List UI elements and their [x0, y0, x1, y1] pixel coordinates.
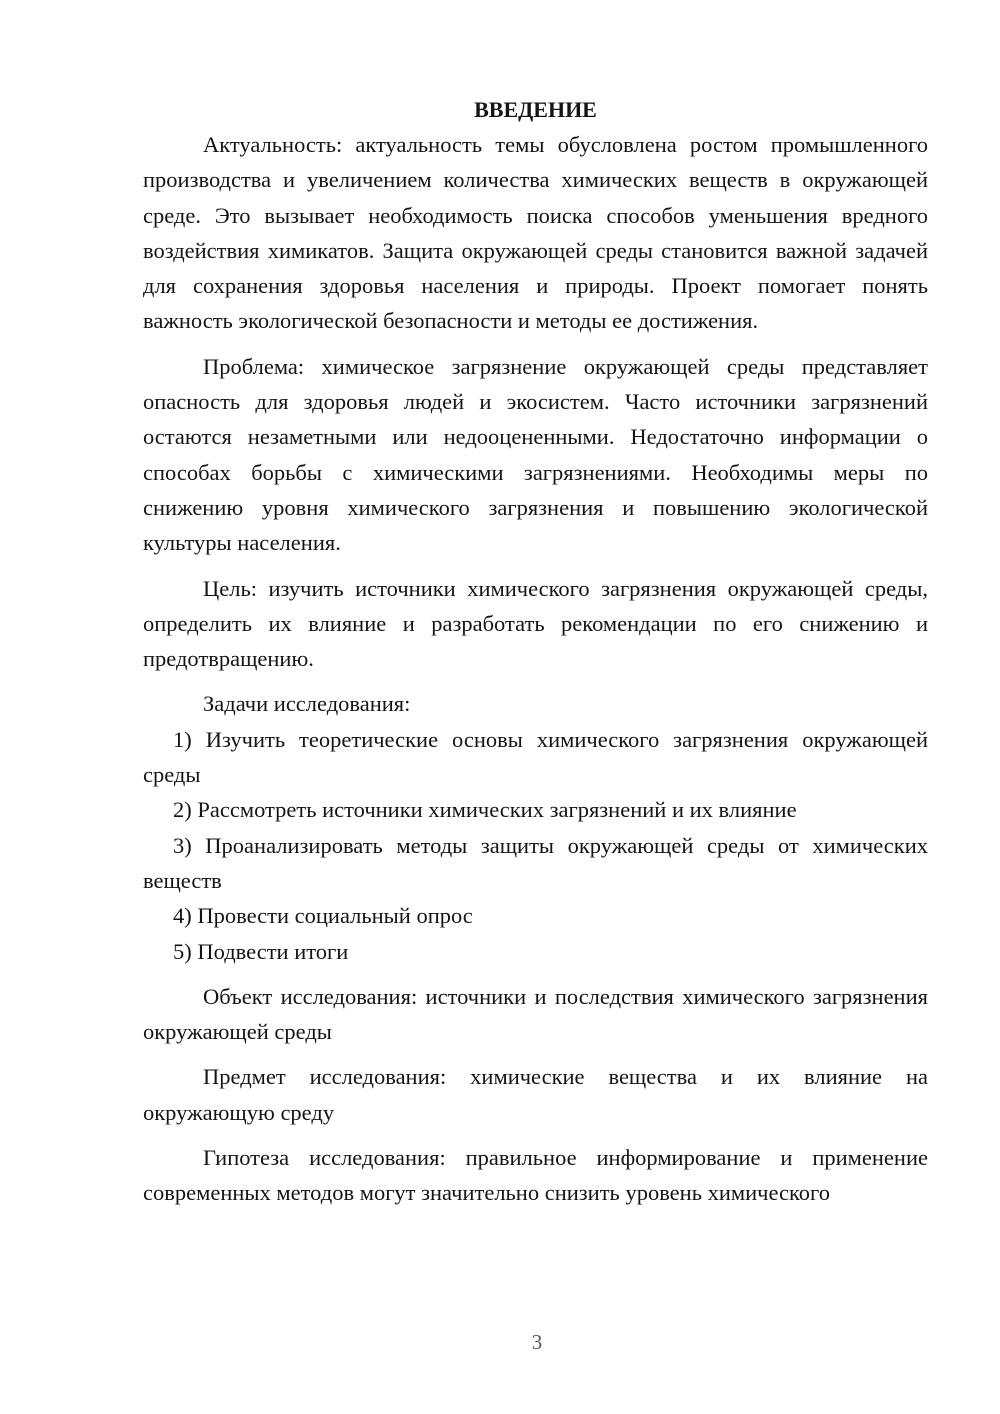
paragraph-relevance: Актуальность: актуальность темы обусловлена ростом промышленного производства и увеличением количества химических веществ в окружающей среде. Это вызывает необходимость поиска способов уменьшения вредного воздействия химикатов. Защита окружающей среды становится важной задачей для сохранения здоровья населения и природы. Проект помогает понять важность экологической безопасности и методы ее достижения.: [143, 132, 928, 334]
page-content: [143, 92, 928, 1211]
task-item-3: 3) Проанализировать методы защиты окружающей среды от химических веществ: [143, 832, 928, 893]
page-number: 3: [531, 1330, 543, 1354]
section-title: ВВЕДЕНИЕ: [474, 97, 597, 122]
task-item-1: 1) Изучить теоретические основы химического загрязнения окружающей среды: [143, 726, 928, 788]
paragraph-object: Объект исследования: источники и последствия химического загрязнения окружающей среды: [143, 983, 928, 1045]
task-item-2: 2) Рассмотреть источники химических загрязнений и их влияние: [173, 797, 797, 823]
task-item-4: 4) Провести социальный опрос: [173, 903, 473, 929]
paragraph-subject: Предмет исследования: химические вещества и их влияние на окружающую среду: [143, 1064, 928, 1125]
paragraph-goal: Цель: изучить источники химического загрязнения окружающей среды, определить их влияние и разработать рекомендации по его снижению и предотвращению.: [143, 575, 928, 672]
paragraph-hypothesis: Гипотеза исследования: правильное информирование и применение современных методов могут значительно снизить уровень химического: [143, 1145, 928, 1206]
task-item-5: 5) Подвести итоги: [173, 938, 349, 964]
paragraph-tasks-heading: Задачи исследования:: [203, 691, 411, 717]
paragraph-problem: Проблема: химическое загрязнение окружающей среды представляет опасность для здоровья людей и экосистем. Часто источники загрязнений остаются незаметными или недооцененными. Недостаточно информации о способах борьбы с химическими загрязнениями. Необходимы меры по снижению уровня химического загрязнения и повышению экологической культуры населения.: [143, 353, 928, 556]
